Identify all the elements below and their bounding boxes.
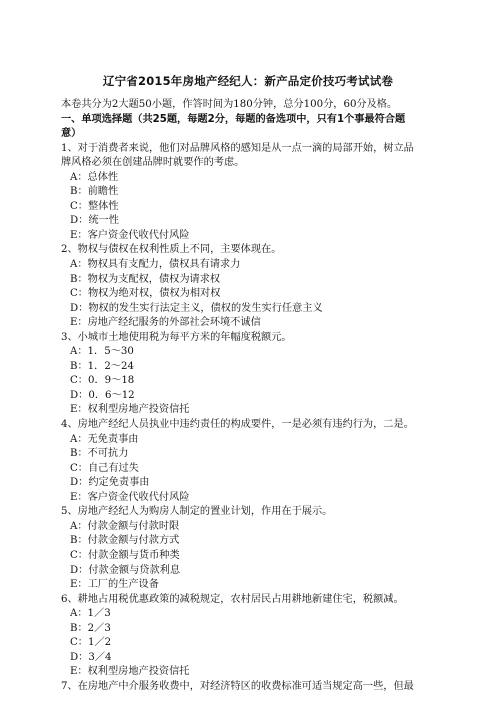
question-4-option-a: A：无免责事由 [70, 433, 139, 445]
question-4-option-b: B：不可抗力 [70, 448, 129, 460]
question-4-option-d: D：约定免责事由 [70, 477, 150, 489]
question-1-option-d: D：统一性 [70, 215, 119, 227]
question-5-option-e: E：工厂的生产设备 [70, 579, 159, 591]
question-4-option-e: E：客户资金代收代付风险 [70, 491, 190, 503]
question-5-option-b: B：付款金额与付款方式 [70, 535, 180, 547]
question-5-option-d: D：付款金额与贷款利息 [70, 564, 181, 576]
document-title: 辽宁省2015年房地产经纪人：新产品定价技巧考试试卷 [102, 74, 394, 88]
question-3-option-e: E：权利型房地产投资信托 [70, 404, 190, 416]
question-6-option-e: E：权利型房地产投资信托 [70, 666, 190, 678]
question-4-option-c: C：自己有过失 [70, 462, 139, 474]
question-2-option-e: E：房地产经纪服务的外部社会环境不诚信 [70, 317, 261, 329]
document-body [61, 98, 439, 694]
question-3-option-d: D：0．6～12 [70, 389, 135, 401]
section-heading: 一、单项选择题（共25题，每题2分，每题的备选项中，只有1个事最符合题 [61, 113, 406, 125]
question-1-option-c: C：整体性 [70, 200, 119, 212]
question-6-stem: 6、耕地占用税优惠政策的减税规定，农村居民占用耕地新建住宅，税额减。 [61, 593, 404, 605]
question-1-stem: 1、对于消费者来说，他们对品牌风格的感知是从一点一滴的局部开始，树立品 [61, 142, 414, 154]
question-5-option-a: A：付款金额与付款时限 [70, 520, 180, 532]
question-6-option-d: D：3／4 [70, 651, 112, 663]
section-heading-continued: 意） [61, 128, 82, 140]
question-2-option-c: C：物权为绝对权，债权为相对权 [70, 288, 221, 300]
question-1-stem-continued: 牌风格必须在创建品牌时就要作的考虑。 [61, 157, 245, 169]
question-7-stem: 7、在房地产中介服务收费中，对经济特区的收费标准可适当规定高一些，但最 [61, 680, 414, 692]
question-2-option-d: D：物权的发生实行法定主义，债权的发生实行任意主义 [70, 302, 323, 314]
question-3-option-a: A：1．5～30 [70, 346, 134, 358]
question-3-option-b: B：1．2～24 [70, 360, 134, 372]
question-5-stem: 5、房地产经纪人为购房人制定的置业计划，作用在于展示。 [61, 506, 333, 518]
question-4-stem: 4、房地产经纪人员执业中违约责任的构成要件，一是必须有违约行为，二是。 [61, 419, 414, 431]
exam-intro: 本卷共分为2大题50小题，作答时间为180分钟，总分100分，60分及格。 [61, 99, 398, 110]
question-6-option-b: B：2／3 [70, 622, 111, 634]
question-1-option-e: E：客户资金代收代付风险 [70, 229, 190, 241]
question-1-option-a: A：总体性 [70, 171, 119, 183]
question-5-option-c: C：付款金额与货币种类 [70, 549, 180, 561]
question-2-option-a: A：物权具有支配力，债权具有请求力 [70, 259, 241, 271]
question-3-stem: 3、小城市土地使用税为每平方米的年幅度税额元。 [61, 331, 292, 343]
question-2-stem: 2、物权与债权在权利性质上不同，主要体现在。 [61, 244, 282, 256]
question-3-option-c: C：0．9～18 [70, 375, 135, 387]
question-6-option-a: A：1／3 [70, 608, 111, 620]
question-1-option-b: B：前瞻性 [70, 186, 119, 198]
question-2-option-b: B：物权为支配权，债权为请求权 [70, 273, 221, 285]
question-6-option-c: C：1／2 [70, 637, 112, 649]
